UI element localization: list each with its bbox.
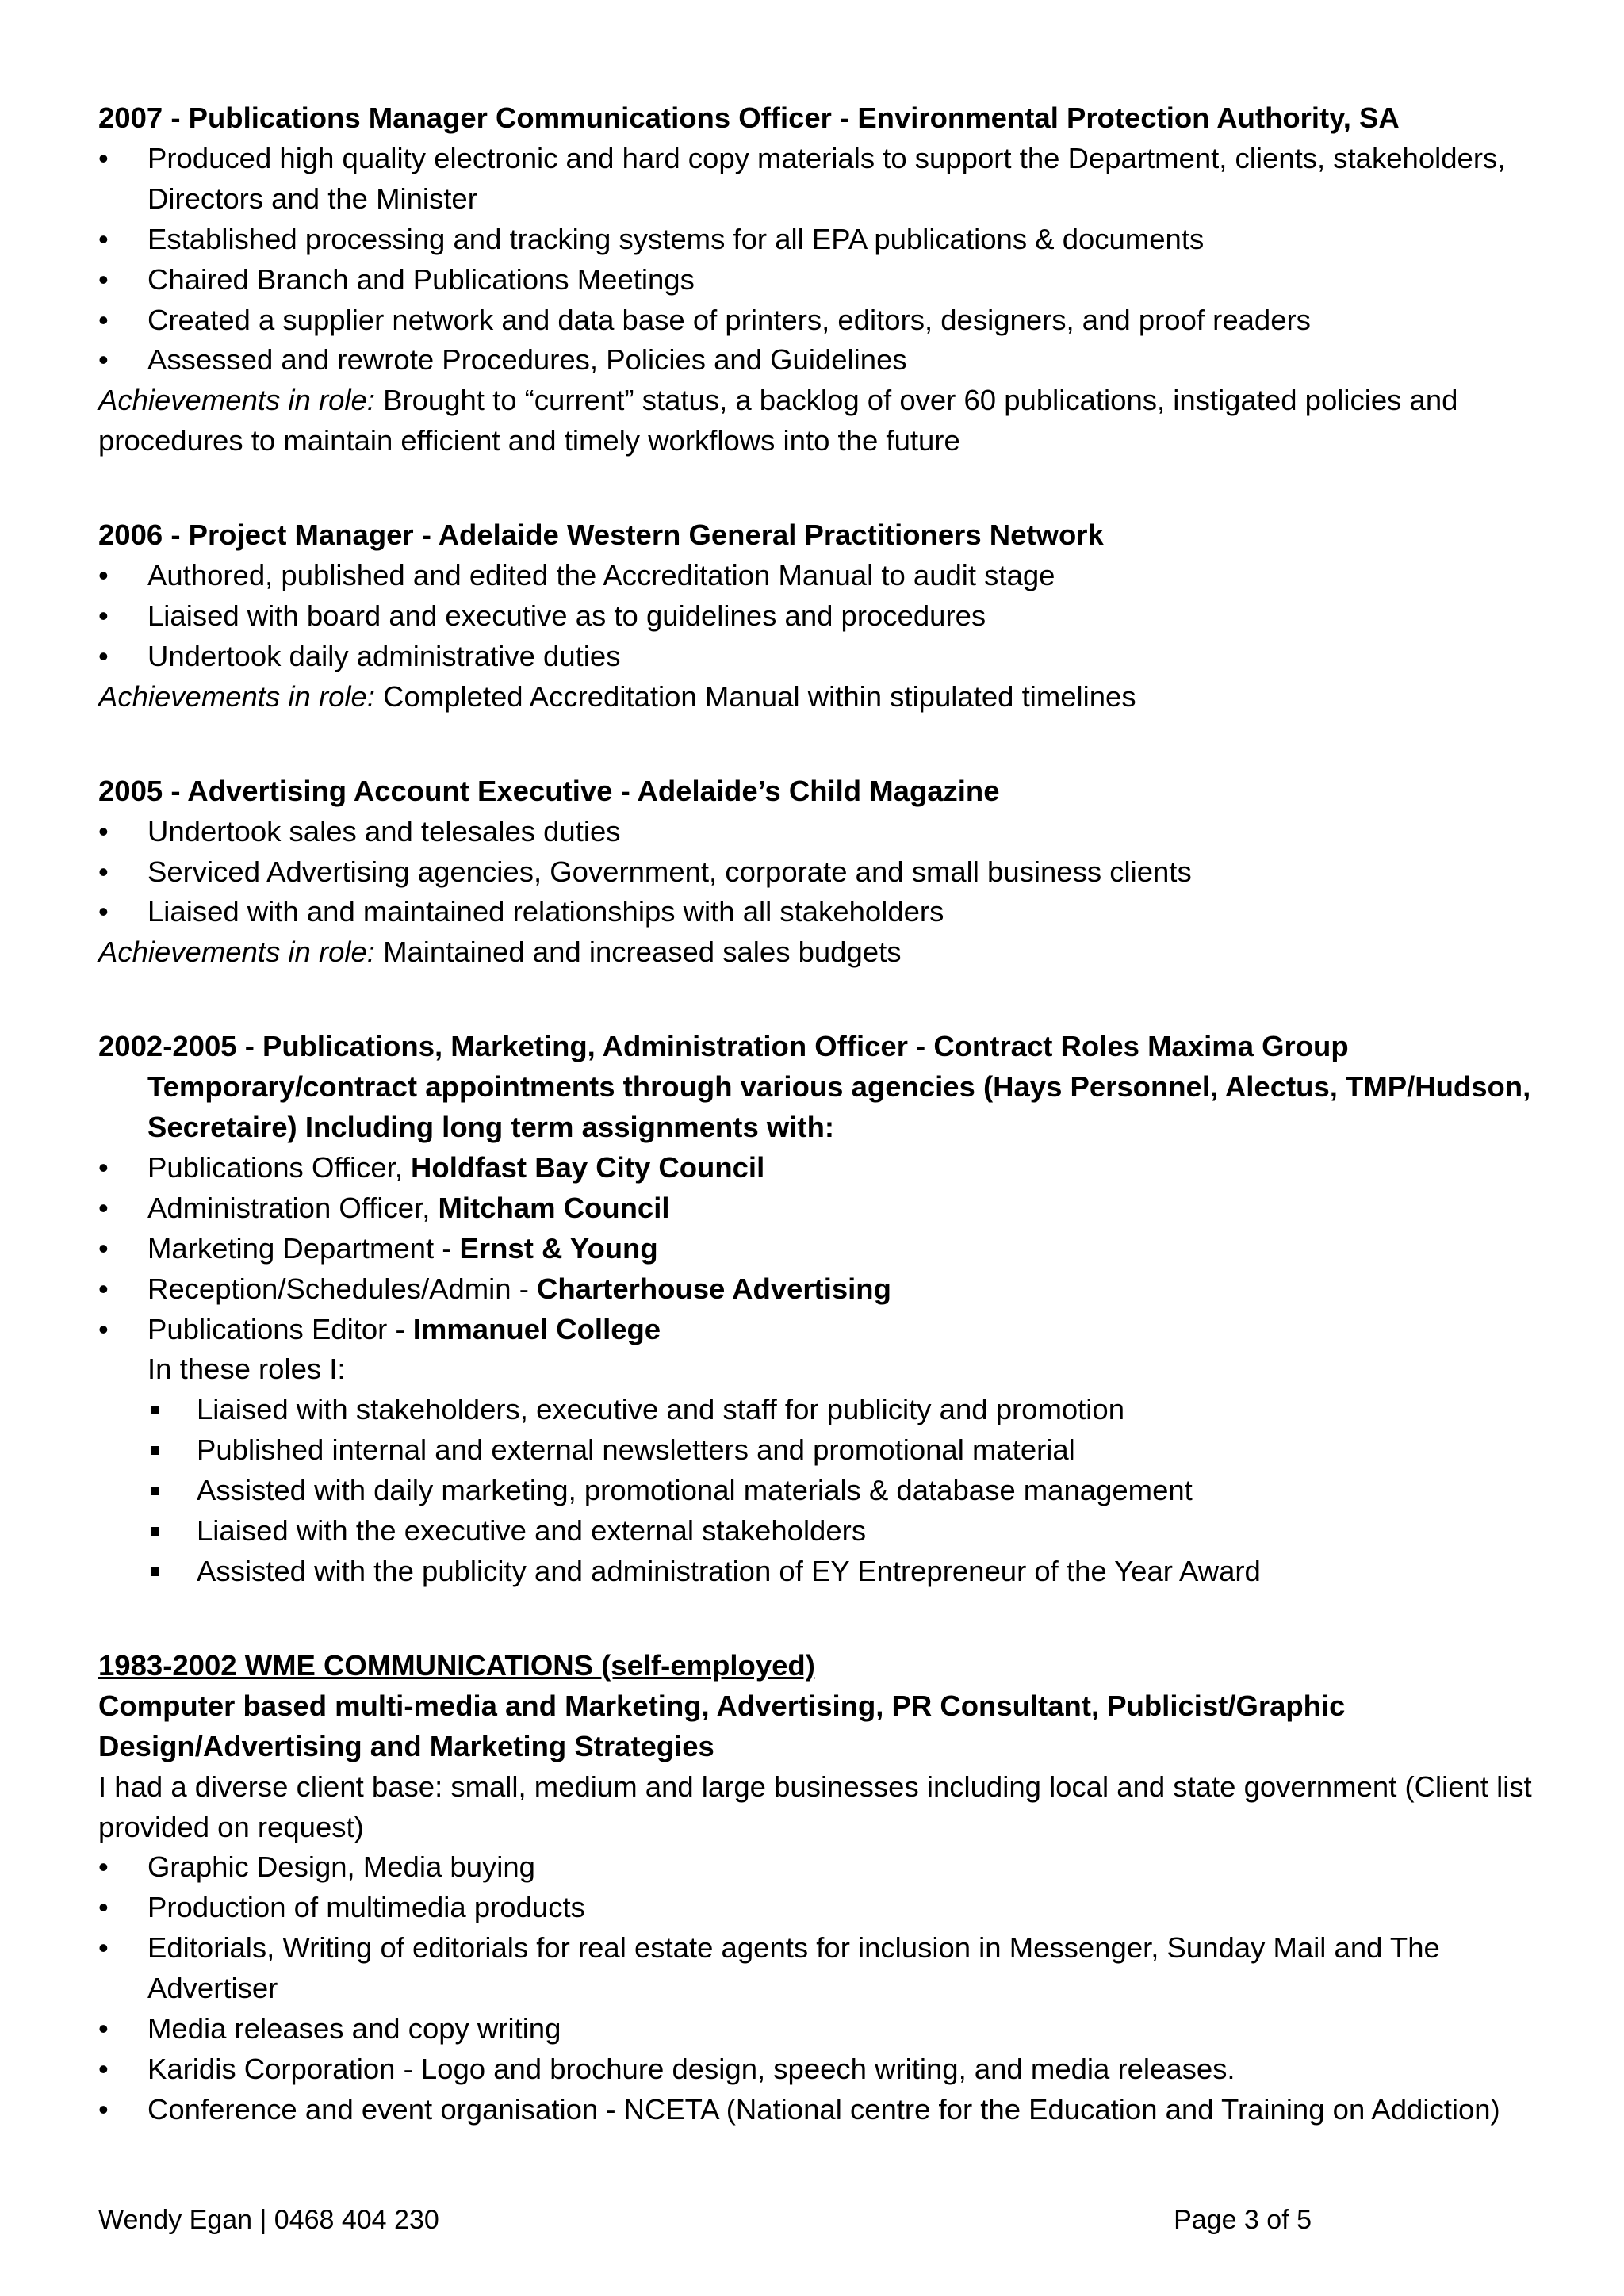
roles-intro: In these roles I:: [147, 1353, 346, 1386]
footer-contact: Wendy Egan | 0468 404 230: [98, 2205, 439, 2235]
bullet-icon: •: [98, 343, 109, 377]
bullet-icon: •: [98, 1931, 109, 1965]
section-intro: I had a diverse client base: small, medium and large businesses including local and state government (Client list provided on request): [98, 1770, 1532, 1843]
bullet-item: • Karidis Corporation - Logo and brochure design, speech writing, and media releases.: [98, 2049, 1534, 2090]
spacer: [98, 718, 1534, 771]
section-epa: [98, 98, 1534, 461]
bullet-item: • Authored, published and edited the Accreditation Manual to audit stage: [98, 556, 1534, 596]
section-child-magazine: [98, 771, 1534, 974]
bullet-item: • Production of multimedia products: [98, 1888, 1534, 1928]
section-contract-roles: [98, 1027, 1534, 1592]
bullet-icon: •: [98, 262, 109, 296]
achievements-label: Achievements in role:: [98, 679, 375, 713]
bullet-item: • Conference and event organisation - NCETA (National centre for the Education and Training on Addiction): [98, 2090, 1534, 2130]
bullet-icon: •: [98, 1191, 109, 1224]
square-bullet-icon: [151, 1406, 159, 1414]
page-number: Page 3 of 5: [1174, 2205, 1312, 2235]
job-heading: 2007 - Publications Manager Communications Officer - Environmental Protection Authority, SA: [98, 101, 1400, 134]
bullet-icon: •: [98, 814, 109, 848]
role-item: • Marketing Department - Ernst & Young: [98, 1229, 1534, 1269]
bullet-icon: •: [98, 1231, 109, 1265]
square-bullet-icon: [151, 1487, 159, 1495]
resume-page: [98, 98, 1534, 2130]
bullet-icon: •: [98, 559, 109, 592]
bullet-item: • Graphic Design, Media buying: [98, 1847, 1534, 1888]
job-heading: 2002-2005 - Publications, Marketing, Administration Officer - Contract Roles Maxima Group Temporary/contract appointments through various agencies (Hays Personnel, Alectus, TMP/Hudson, Secretaire) Including long term assignments with:: [98, 1030, 1531, 1144]
duty-item: Assisted with daily marketing, promotional materials & database management: [98, 1471, 1534, 1511]
section-subheading: Computer based multi-media and Marketing, Advertising, PR Consultant, Publicist/Graphic Design/Advertising and Marketing Strategies: [98, 1689, 1346, 1762]
bullet-item: • Serviced Advertising agencies, Government, corporate and small business clients: [98, 852, 1534, 893]
bullet-icon: •: [98, 2052, 109, 2085]
square-bullet-icon: [151, 1567, 159, 1576]
duty-item: Liaised with stakeholders, executive and staff for publicity and promotion: [98, 1390, 1534, 1430]
achievements-text: Brought to “current” status, a backlog of over 60 publications, instigated policies and procedures to maintain efficient and timely workflows into the future: [98, 384, 1458, 457]
bullet-icon: •: [98, 303, 109, 336]
achievements-text: Maintained and increased sales budgets: [374, 936, 902, 969]
bullet-icon: •: [98, 141, 109, 174]
achievements-label: Achievements in role:: [98, 936, 375, 969]
bullet-icon: •: [98, 222, 109, 255]
section-wme: [98, 1646, 1534, 2130]
spacer: [98, 973, 1534, 1027]
spacer: [98, 461, 1534, 515]
square-bullet-icon: [151, 1446, 159, 1455]
role-item: • Publications Officer, Holdfast Bay City Council: [98, 1148, 1534, 1188]
duty-item: Published internal and external newsletters and promotional material: [98, 1430, 1534, 1471]
bullet-icon: •: [98, 895, 109, 928]
bullet-item: • Created a supplier network and data base of printers, editors, designers, and proof readers: [98, 300, 1534, 341]
achievements-label: Achievements in role:: [98, 384, 375, 417]
role-item: • Administration Officer, Mitcham Council: [98, 1188, 1534, 1229]
role-item: • Reception/Schedules/Admin - Charterhouse Advertising: [98, 1269, 1534, 1310]
spacer: [98, 1592, 1534, 1646]
bullet-icon: •: [98, 855, 109, 888]
bullet-item: • Produced high quality electronic and hard copy materials to support the Department, clients, stakeholders, Directors and the Minister: [98, 139, 1534, 220]
job-heading: 2005 - Advertising Account Executive - Adelaide’s Child Magazine: [98, 774, 1000, 807]
bullet-icon: •: [98, 599, 109, 632]
bullet-item: • Media releases and copy writing: [98, 2009, 1534, 2049]
bullet-icon: •: [98, 2092, 109, 2126]
achievements: [98, 932, 1534, 973]
bullet-item: • Chaired Branch and Publications Meetings: [98, 260, 1534, 300]
section-awgpn: [98, 515, 1534, 718]
achievements-text: Completed Accreditation Manual within stipulated timelines: [374, 679, 1136, 713]
bullet-item: • Assessed and rewrote Procedures, Policies and Guidelines: [98, 340, 1534, 381]
duty-item: Assisted with the publicity and administration of EY Entrepreneur of the Year Award: [98, 1552, 1534, 1592]
bullet-item: • Liaised with board and executive as to guidelines and procedures: [98, 596, 1534, 637]
bullet-icon: •: [98, 2012, 109, 2045]
role-item: • Publications Editor - Immanuel College: [98, 1310, 1534, 1350]
achievements: [98, 381, 1534, 461]
square-bullet-icon: [151, 1527, 159, 1536]
duty-item: Liaised with the executive and external stakeholders: [98, 1511, 1534, 1552]
bullet-icon: •: [98, 1850, 109, 1884]
bullet-icon: •: [98, 1312, 109, 1345]
bullet-icon: •: [98, 1891, 109, 1924]
bullet-icon: •: [98, 639, 109, 672]
bullet-icon: •: [98, 1150, 109, 1184]
achievements: [98, 677, 1534, 718]
bullet-item: • Undertook sales and telesales duties: [98, 812, 1534, 852]
job-heading: 2006 - Project Manager - Adelaide Western General Practitioners Network: [98, 519, 1104, 552]
bullet-item: • Established processing and tracking systems for all EPA publications & documents: [98, 220, 1534, 260]
bullet-item: • Liaised with and maintained relationships with all stakeholders: [98, 892, 1534, 932]
section-heading: 1983-2002 WME COMMUNICATIONS (self-employed): [98, 1648, 815, 1682]
bullet-item: • Editorials, Writing of editorials for real estate agents for inclusion in Messenger, Sunday Mail and The Advertiser: [98, 1928, 1534, 2009]
bullet-icon: •: [98, 1272, 109, 1305]
bullet-item: • Undertook daily administrative duties: [98, 637, 1534, 677]
